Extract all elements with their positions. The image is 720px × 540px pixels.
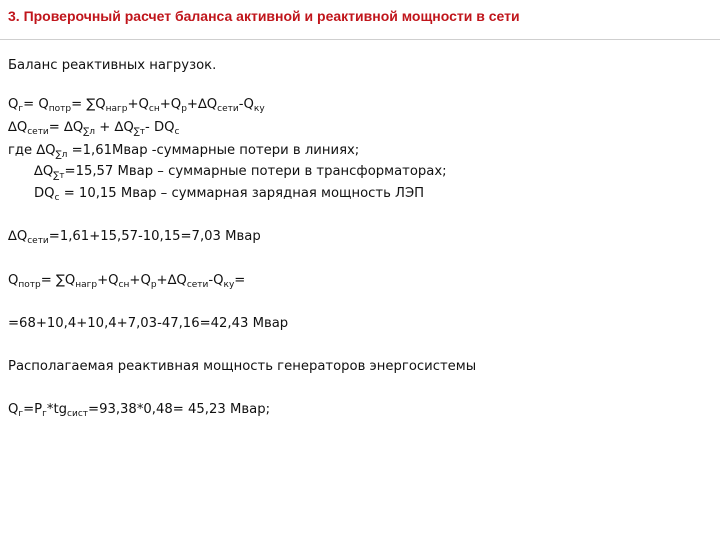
formula-subscript: сн bbox=[148, 104, 160, 114]
formula-delta-q-network-line bbox=[8, 120, 179, 135]
formula-text: DQ bbox=[34, 186, 55, 201]
formula-subscript: р bbox=[150, 280, 157, 290]
available-reactive-power-heading: Располагаемая реактивная мощность генераторов энергосистемы bbox=[8, 359, 477, 374]
formula-text: - DQ bbox=[145, 120, 175, 135]
formula-text: ∆Q bbox=[34, 164, 54, 179]
formula-qg-line bbox=[8, 97, 265, 112]
formula-text: +∆Q bbox=[186, 97, 218, 112]
formula-text: +Q bbox=[129, 273, 151, 288]
formula-q-consumption bbox=[8, 273, 245, 288]
formula-subscript: ку bbox=[223, 280, 235, 290]
formula-text: -Q bbox=[208, 273, 224, 288]
formula-text: =15,57 Мвар – суммарные потери в трансформаторах; bbox=[64, 164, 447, 179]
formula-subscript: нагр bbox=[105, 104, 128, 114]
formula-text: = 10,15 Мвар – суммарная зарядная мощность ЛЭП bbox=[59, 186, 425, 201]
title-divider bbox=[0, 39, 720, 40]
calc-qg bbox=[8, 402, 270, 417]
formula-subscript: нагр bbox=[75, 280, 98, 290]
reactive-load-heading: Баланс реактивных нагрузок. bbox=[8, 58, 217, 73]
formula-text: +Q bbox=[127, 97, 149, 112]
formula-text: +Q bbox=[97, 273, 119, 288]
formula-subscript: сети bbox=[27, 236, 49, 246]
formula-subscript: потр bbox=[18, 280, 41, 290]
formula-text: =1,61Мвар -суммарные потери в линиях; bbox=[67, 143, 360, 158]
formula-text: Q bbox=[8, 97, 19, 112]
formula-subscript: с bbox=[174, 127, 180, 137]
formula-subscript: ку bbox=[253, 104, 265, 114]
formula-text: = ∆Q bbox=[48, 120, 84, 135]
formula-subscript: ∑л bbox=[55, 150, 68, 160]
definition-line-losses bbox=[8, 143, 359, 158]
slide-title: 3. Проверочный расчет баланса активной и реактивной мощности в сети bbox=[8, 8, 520, 24]
formula-text: = ∑Q bbox=[40, 273, 76, 288]
formula-text: где ∆Q bbox=[8, 143, 56, 158]
formula-subscript: с bbox=[54, 193, 60, 203]
formula-subscript: сети bbox=[217, 104, 239, 114]
formula-text: -Q bbox=[238, 97, 254, 112]
formula-text: = bbox=[234, 273, 246, 288]
formula-subscript: сн bbox=[118, 280, 130, 290]
formula-text: = ∑Q bbox=[71, 97, 106, 112]
formula-subscript: сети bbox=[27, 127, 49, 137]
formula-subscript: ∑т bbox=[53, 171, 65, 181]
formula-text: =1,61+15,57-10,15=7,03 Мвар bbox=[48, 229, 261, 244]
formula-subscript: г bbox=[42, 409, 47, 419]
formula-text: ∆Q bbox=[8, 120, 28, 135]
calc-q-consumption: =68+10,4+10,4+7,03-47,16=42,43 Мвар bbox=[8, 316, 289, 331]
formula-text: =93,38*0,48= 45,23 Мвар; bbox=[88, 402, 271, 417]
formula-subscript: потр bbox=[48, 104, 72, 114]
formula-text: Q bbox=[8, 273, 19, 288]
formula-subscript: сист bbox=[67, 409, 89, 419]
formula-text: =P bbox=[23, 402, 43, 417]
formula-text: +Q bbox=[159, 97, 182, 112]
formula-subscript: р bbox=[181, 104, 187, 114]
calc-delta-q-network bbox=[8, 229, 261, 244]
formula-subscript: г bbox=[18, 104, 24, 114]
formula-subscript: ∑т bbox=[133, 127, 146, 137]
formula-subscript: ∑л bbox=[83, 127, 96, 137]
formula-text: +∆Q bbox=[156, 273, 187, 288]
formula-subscript: сети bbox=[186, 280, 209, 290]
formula-text: Q bbox=[8, 402, 19, 417]
formula-text: + ∆Q bbox=[95, 120, 134, 135]
formula-text: ∆Q bbox=[8, 229, 28, 244]
formula-text: = Q bbox=[23, 97, 49, 112]
definition-charging-power bbox=[34, 186, 424, 201]
formula-text: *tg bbox=[46, 402, 68, 417]
formula-subscript: г bbox=[18, 409, 24, 419]
definition-transformer-losses bbox=[34, 164, 447, 179]
